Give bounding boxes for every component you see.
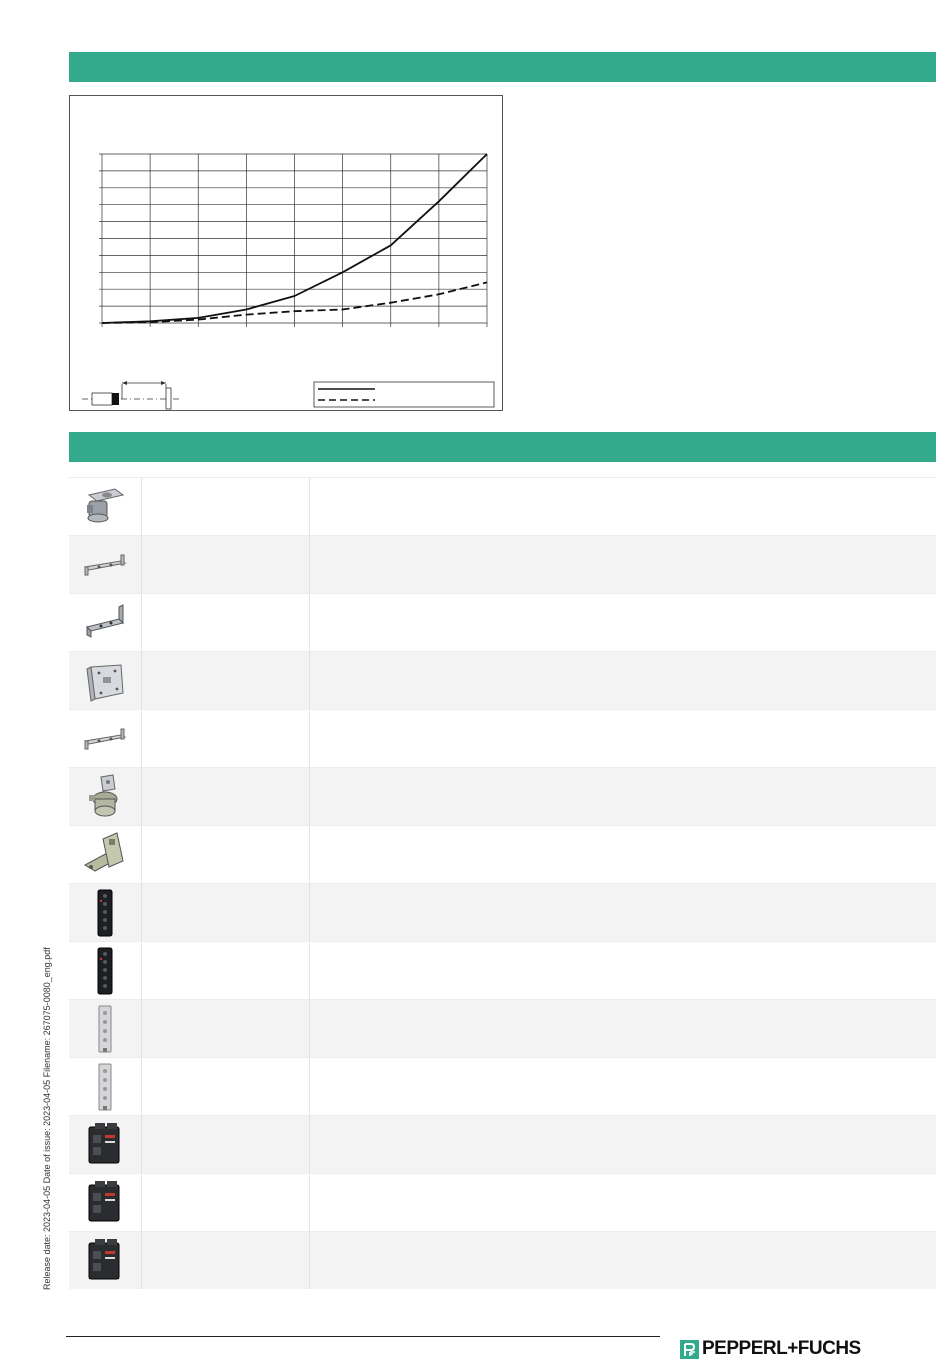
accessory-description bbox=[310, 536, 936, 593]
section-header-bar bbox=[69, 52, 936, 82]
accessory-row bbox=[69, 767, 936, 825]
accessory-row bbox=[69, 1115, 936, 1173]
accessory-name bbox=[142, 478, 310, 535]
interface-unit-icon bbox=[69, 1174, 142, 1231]
accessory-row bbox=[69, 709, 936, 767]
grey-io-module-icon bbox=[69, 1000, 142, 1057]
accessory-row bbox=[69, 535, 936, 593]
accessory-name bbox=[142, 1174, 310, 1231]
release-info: Release date: 2023-04-05 Date of issue: 2023-04-05 Filename: 267075-0080_eng.pdf bbox=[42, 947, 52, 1290]
flat-bracket-icon bbox=[69, 710, 142, 767]
mounting-plate-icon bbox=[69, 652, 142, 709]
accessory-row bbox=[69, 999, 936, 1057]
accessory-description bbox=[310, 478, 936, 535]
accessory-row bbox=[69, 883, 936, 941]
accessory-name bbox=[142, 826, 310, 883]
accessory-name bbox=[142, 1116, 310, 1173]
chart-grid bbox=[99, 154, 487, 327]
accessory-description bbox=[310, 710, 936, 767]
accessory-name bbox=[142, 652, 310, 709]
accessory-name bbox=[142, 942, 310, 999]
section-header-bar bbox=[69, 432, 936, 462]
accessory-description bbox=[310, 594, 936, 651]
characteristic-curve-chart bbox=[69, 95, 503, 411]
accessory-name bbox=[142, 768, 310, 825]
accessory-description bbox=[310, 1174, 936, 1231]
accessory-description bbox=[310, 942, 936, 999]
accessory-name bbox=[142, 1000, 310, 1057]
interface-unit-icon bbox=[69, 1116, 142, 1173]
chart-legend bbox=[314, 382, 494, 407]
clamp-holder-icon bbox=[69, 768, 142, 825]
footer-divider bbox=[66, 1336, 660, 1337]
grey-io-module-icon bbox=[69, 1058, 142, 1115]
accessory-name bbox=[142, 884, 310, 941]
black-io-module-icon bbox=[69, 884, 142, 941]
brand-wordmark: PEPPERL+FUCHS bbox=[702, 1338, 861, 1359]
accessory-row bbox=[69, 1231, 936, 1289]
accessory-description bbox=[310, 826, 936, 883]
accessory-row bbox=[69, 477, 936, 535]
holder-block-icon bbox=[69, 826, 142, 883]
accessory-name bbox=[142, 710, 310, 767]
accessory-description bbox=[310, 652, 936, 709]
mounting-bracket-round-icon bbox=[69, 478, 142, 535]
interface-unit-icon bbox=[69, 1232, 142, 1289]
accessory-name bbox=[142, 594, 310, 651]
accessory-description bbox=[310, 884, 936, 941]
angle-bracket-icon bbox=[69, 594, 142, 651]
accessory-description bbox=[310, 768, 936, 825]
chart-svg bbox=[70, 96, 504, 412]
accessory-name bbox=[142, 1058, 310, 1115]
accessory-description bbox=[310, 1058, 936, 1115]
black-io-module-icon bbox=[69, 942, 142, 999]
accessory-row bbox=[69, 593, 936, 651]
sensor-sketch-icon bbox=[82, 381, 182, 409]
brand-logo[interactable] bbox=[680, 1338, 861, 1360]
accessory-row bbox=[69, 651, 936, 709]
brand-mark-icon bbox=[680, 1340, 699, 1359]
accessory-description bbox=[310, 1000, 936, 1057]
accessories-table bbox=[69, 477, 936, 1289]
accessory-row bbox=[69, 941, 936, 999]
accessory-name bbox=[142, 1232, 310, 1289]
accessory-name bbox=[142, 536, 310, 593]
accessory-description bbox=[310, 1116, 936, 1173]
flat-bracket-icon bbox=[69, 536, 142, 593]
accessory-description bbox=[310, 1232, 936, 1289]
accessory-row bbox=[69, 1173, 936, 1231]
accessory-row bbox=[69, 825, 936, 883]
accessory-row bbox=[69, 1057, 936, 1115]
